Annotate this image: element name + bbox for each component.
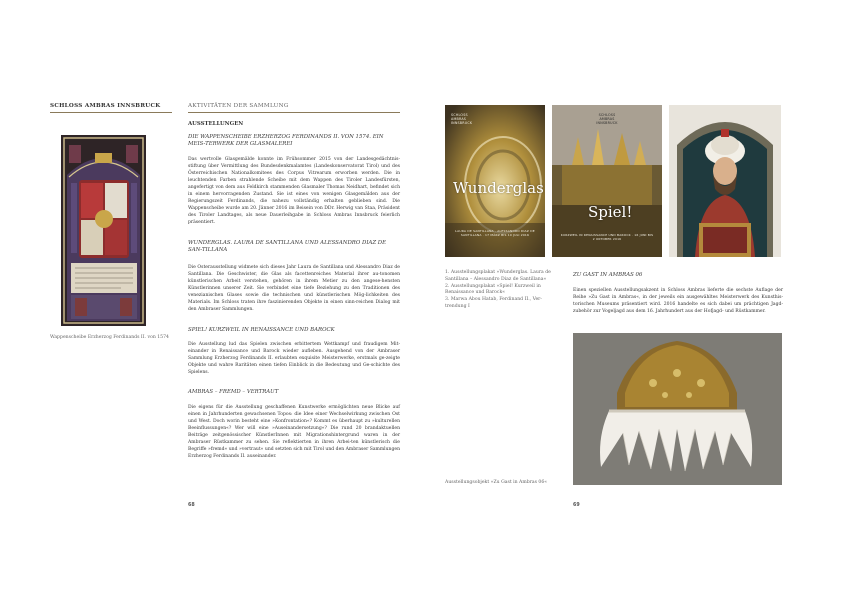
section-rule (50, 112, 172, 113)
poster2-footer: KURZWEIL IN RENAISSANCE UND BAROCK · 16 JUNI BIS 2 OKTOBER 2016 (560, 233, 654, 241)
posters-caption-line: 2. Ausstellungsplakat »Spiel! Kurzweil in Renaissance und Barock« (445, 283, 541, 296)
stained-glass-caption: Wappenscheibe Erzherzog Ferdinands II. von 1574 (50, 335, 169, 340)
page-number-right: 69 (573, 503, 580, 508)
poster1-header-line: AMBRAS (451, 117, 467, 121)
subheading: AUSSTELLUNGEN (188, 121, 244, 127)
article4-body: Die eigens für die Ausstellung geschaffenen Kunstwerke ermöglichten neue Blicke auf einen in Jahrhunderten gewachsenen Topos: die Idee einer Wechselwirkung zwischen Ost und West. Doch worin besteht eine »Konfrontation«? Kommt es überhaupt zu »kulturellen Beeinflussungen«? Wer will eine »Auseinandersetzung«? Die rund 20 brandaktuellen Beiträge zeitgenössischer KünstlerInnen mit Migrationshintergrund waren in der Ambraser Rüstkammer zu sehen. Sie reflektierten in ihren Arbei-ten künstlerisch die Begriffe »fremd« und »vertraut« und setzten sich mit Tirol und den Ambraser Sammlungen Erzherzog Ferdinands II. auseinander. (188, 405, 400, 460)
bottom-caption: Ausstellungsobjekt »Zu Gast in Ambras 06« (445, 480, 548, 485)
posters-caption (445, 270, 553, 311)
poster1-header-line: SCHLOSS (451, 113, 468, 117)
article1-body: Das wertvolle Glasgemälde konnte im Frühsommer 2015 von der Landesgedächtnis-stiftung über Vermittlung des Bundesdenkmalamtes (Landeskonservatorat Tirol) und des Österreichischen Nationalkomitees des Corpus Vitrearum erworben werden. Die in leuchtenden Farben strahlende Scheibe mit dem Wappen des Tiroler Landesfürsten, angefertigt von dem aus Feldkirch stammenden Glasmaler Thomas Neidhart, befindet sich in einem hervorragenden Zustand. Sie ist eines von wenigen Glasgemälden aus der Regierungszeit Ferdinands, die nahezu vollständig erhalten geblieben sind. Die Wappenscheibe wurde am 20. Jänner 2016 im Beisein von DDr. Herwig van Staa, Präsident des Tiroler Landtages, als neue Dauerleihgabe in Schloss Ambras Innsbruck feierlich präsentiert. (188, 157, 400, 226)
poster1-title: Wunderglas (453, 179, 544, 197)
poster2-header (582, 113, 632, 125)
article3-body: Die Ausstellung lud das Spielen zwischen erbittertem Wettkampf und fraudigem Mit-einander in Renaissance und Barock wieder aufleben. Ausgehend von der Ambraser Sammlung Erzherzog Ferdinands II. erlaubten exquisite Meisterwerke, erstmals ge-zeigte Objekte und wahre Raritäten einen tiefen Einblick in die Bedeutung und Ge-schichte des Spielens. (188, 342, 400, 376)
poster1-footer: LAURA DE SANTILLANA · ALESSANDRO DIAZ DE SANTILLANA · 17 MÄRZ BIS 10 JULI 2016 (455, 229, 535, 237)
poster2-header-line: INNSBRUCK (596, 121, 618, 125)
article2-title: WUNDERGLAS. LAURA DE SANTILLANA UND ALESSANDRO DIAZ DE SAN-TILLANA (188, 240, 387, 254)
poster2-header-line: AMBRAS (599, 117, 615, 121)
poster2-title: Spiel! (588, 203, 633, 221)
article2-body: Die Osterausstellung widmete sich dieses Jahr Laura de Santillana und Alessandro Diaz de Santillana. Die Geschwister, die Glas als facettenreiches Material ihrer au-tonomen künstlerischen Arbeit verstehen, gehören in ihrem Metier zu den angese-hensten Künstlerinnen unserer Zeit. Sie verbindet eine tiefe Beziehung zu den Traditionen des venezianischen Glases sowie die technischen und künstlerischen Mög-lichkeiten des Materials. Im Schloss traten ihre faszinierenden Objekte in einen sinn-reichen Dialog mit den Ambraser Sammlungen. (188, 265, 400, 313)
poster-wunderglas (445, 105, 545, 257)
article3-title: SPIEL! KURZWEIL IN RENAISSANCE UND BAROCK (188, 327, 335, 333)
hunting-object-image (573, 333, 782, 485)
column-label: AKTIVITÄTEN DER SAMMLUNG (188, 103, 289, 109)
poster1-header-line: INNSBRUCK (451, 121, 473, 125)
right-page (421, 0, 842, 595)
posters-caption-line: 1. Ausstellungsplakat »Wunderglas. Laura de Santillana – Alessandro Diaz de Santillana« (445, 270, 551, 282)
right-article-title: ZU GAST IN AMBRAS 06 (573, 272, 643, 278)
poster1-header (451, 113, 472, 125)
stained-glass-image (61, 135, 146, 326)
column-rule (188, 112, 400, 113)
article4-title: AMBRAS – FREMD – VERTRAUT (188, 389, 279, 395)
portrait-image (669, 105, 781, 257)
article1-title: DIE WAPPENSCHEIBE ERZHERZOG FERDINANDS II. VON 1574. EIN MEIS-TERWERK DER GLASMALEREI (188, 134, 384, 148)
right-article-body: Einen speziellen Ausstellungsakzent in Schloss Ambras lieferte die sechste Auflage der Reihe »Zu Gast in Ambras«, in der jeweils ein ausgewähltes Meisterwerk des Kunsthis-torischen Museums präsentiert wird. 2016 handelte es sich dabei um prächtigen Jagd-zubehör zur Vogeljagd aus dem 16. Jahrhundert aus der Hofjagd- und Rüstkammer. (573, 288, 783, 315)
page-number-left: 68 (188, 503, 195, 508)
section-label: SCHLOSS AMBRAS INNSBRUCK (50, 103, 161, 109)
poster2-header-line: SCHLOSS (598, 113, 616, 117)
posters-caption-line: 3. Marwa Abou Hatab, Ferdinand II., Ver-trendung I (445, 297, 542, 309)
poster-spiel (552, 105, 662, 257)
